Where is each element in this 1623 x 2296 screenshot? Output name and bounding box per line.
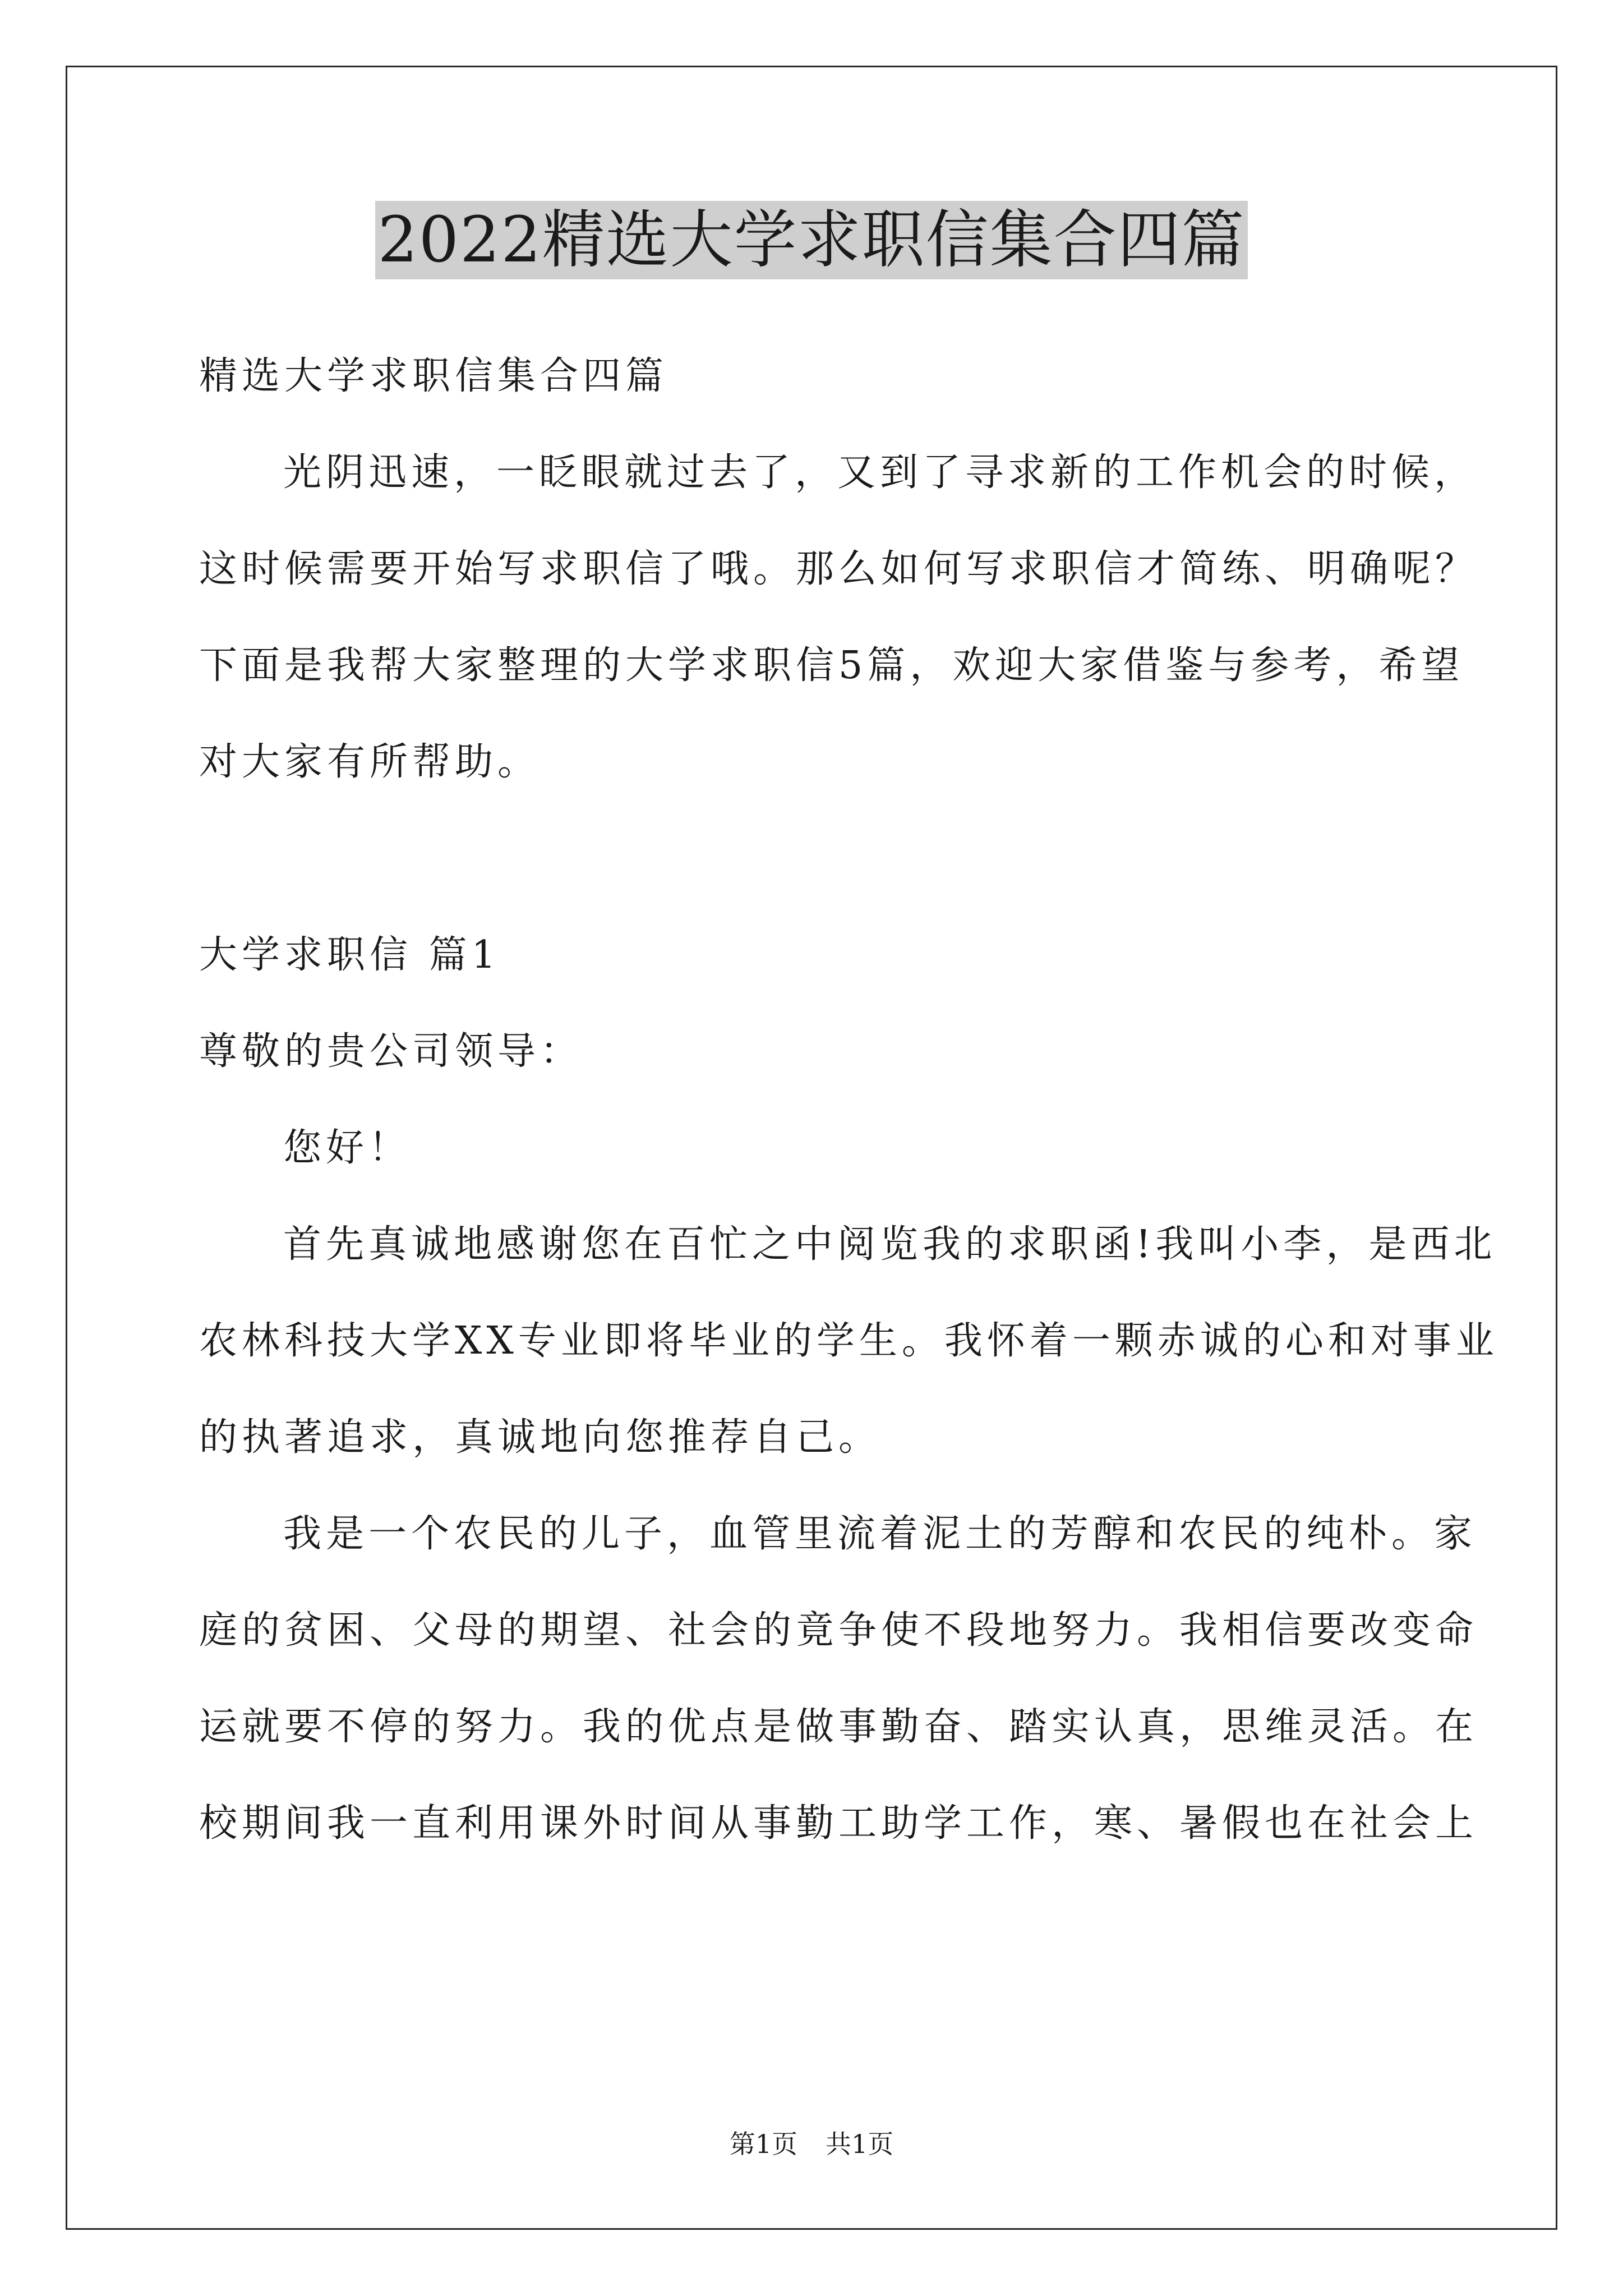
page-number-current: 第1页 <box>729 2129 797 2159</box>
paragraph-line: 首先真诚地感谢您在百忙之中阅览我的求职函!我叫小李，是西北 <box>283 1222 1497 1267</box>
section-gap <box>199 811 1433 907</box>
paragraph-line: 校期间我一直利用课外时间从事勤工助学工作，寒、暑假也在社会上 <box>199 1801 1478 1846</box>
section-heading: 大学求职信 篇1 <box>199 933 500 977</box>
intro-line: 下面是我帮大家整理的大学求职信5篇，欢迎大家借鉴与参考，希望 <box>199 643 1464 688</box>
paragraph-line: 的执著追求，真诚地向您推荐自己。 <box>199 1415 882 1460</box>
salutation: 尊敬的贵公司领导： <box>199 1029 583 1074</box>
intro-line: 对大家有所帮助。 <box>199 740 541 784</box>
greeting: 您好！ <box>283 1126 412 1170</box>
intro-line: 光阴迅速，一眨眼就过去了，又到了寻求新的工作机会的时候， <box>283 450 1477 495</box>
paragraph-line: 运就要不停的努力。我的优点是做事勤奋、踏实认真，思维灵活。在 <box>199 1705 1478 1749</box>
paragraph-line: 农林科技大学XX专业即将毕业的学生。我怀着一颗赤诚的心和对事业 <box>199 1319 1498 1363</box>
title-wrap <box>0 201 1623 279</box>
document-title: 2022精选大学求职信集合四篇 <box>375 201 1247 279</box>
document-body <box>199 328 1498 1872</box>
document-subtitle: 精选大学求职信集合四篇 <box>199 354 668 398</box>
paragraph-line: 我是一个农民的儿子，血管里流着泥土的芳醇和农民的纯朴。家 <box>283 1512 1477 1556</box>
intro-line: 这时候需要开始写求职信了哦。那么如何写求职信才简练、明确呢？ <box>199 547 1478 591</box>
paragraph-line: 庭的贫困、父母的期望、社会的竟争使不段地努力。我相信要改变命 <box>199 1608 1478 1653</box>
page-footer <box>0 2127 1623 2161</box>
page-number-total: 共1页 <box>826 2129 894 2159</box>
